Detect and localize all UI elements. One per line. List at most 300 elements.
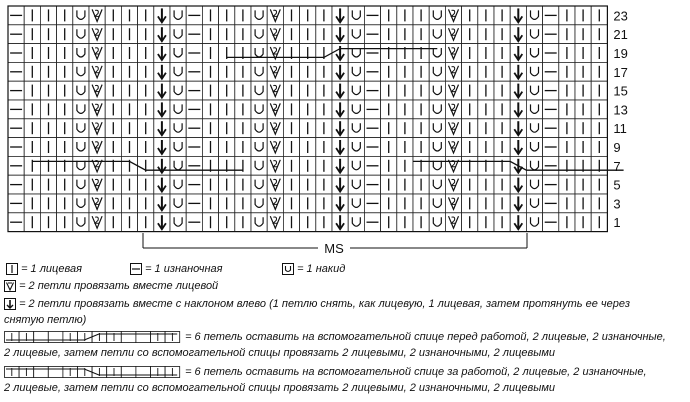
chart-cell-knit (219, 138, 235, 157)
chart-cell-knit (494, 138, 510, 157)
chart-cell-knit (283, 100, 299, 119)
chart-cell-knit (57, 25, 73, 44)
chart-cell-knit (316, 156, 332, 175)
chart-cell-knit (559, 213, 575, 232)
chart-cell-yarn-over (429, 175, 445, 194)
legend-k2tog-text: = 2 петли провязать вместе лицевой (19, 280, 219, 292)
chart-cell-ssk (154, 138, 170, 157)
chart-cell-knit (219, 213, 235, 232)
chart-cell-knit (138, 81, 154, 100)
chart-cell-knit (24, 156, 40, 175)
chart-cell-yarn-over (251, 100, 267, 119)
chart-cell-ssk (332, 81, 348, 100)
chart-cell-knit (121, 62, 137, 81)
chart-cell-knit (40, 138, 56, 157)
chart-cell-knit (24, 100, 40, 119)
chart-cell-knit (413, 44, 429, 63)
chart-cell-knit (24, 25, 40, 44)
chart-cell-knit (219, 81, 235, 100)
chart-cell-yarn-over (348, 100, 364, 119)
chart-cell-knit (300, 81, 316, 100)
chart-cell-knit (283, 119, 299, 138)
chart-cell-knit (57, 44, 73, 63)
chart-cell-knit (40, 194, 56, 213)
chart-cell-knit (105, 138, 121, 157)
chart-cell-knit (40, 44, 56, 63)
chart-cell-knit (40, 119, 56, 138)
chart-cell-yarn-over (348, 6, 364, 25)
chart-cell-knit (381, 138, 397, 157)
chart-cell-knit (494, 156, 510, 175)
chart-cell-knit (121, 25, 137, 44)
chart-cell-knit (575, 138, 591, 157)
chart-cell-knit (575, 100, 591, 119)
chart-cell-knit (300, 100, 316, 119)
chart-cell-knit (105, 156, 121, 175)
chart-cell-purl (8, 81, 24, 100)
chart-cell-knit (235, 138, 251, 157)
chart-cell-k2tog (89, 81, 105, 100)
chart-cell-knit (283, 44, 299, 63)
chart-cell-purl (8, 138, 24, 157)
chart-cell-k2tog (445, 25, 461, 44)
chart-cell-knit (478, 175, 494, 194)
chart-cell-knit (316, 194, 332, 213)
chart-cell-knit (219, 44, 235, 63)
legend-row-ssk-cont (4, 313, 86, 327)
chart-cell-yarn-over (348, 81, 364, 100)
chart-cell-knit (381, 6, 397, 25)
chart-cell-yarn-over (170, 81, 186, 100)
chart-cell-knit (381, 100, 397, 119)
chart-cell-knit (283, 6, 299, 25)
chart-cell-knit (494, 213, 510, 232)
chart-cell-knit (40, 175, 56, 194)
k2tog-icon (4, 280, 16, 292)
chart-cell-knit (40, 156, 56, 175)
chart-cell-purl (364, 6, 380, 25)
chart-cell-knit (559, 194, 575, 213)
chart-cell-ssk (510, 62, 526, 81)
chart-cell-ssk (332, 62, 348, 81)
chart-cell-knit (138, 138, 154, 157)
chart-cell-knit (105, 213, 121, 232)
chart-cell-knit (235, 81, 251, 100)
chart-cell-knit (283, 156, 299, 175)
repeat-bracket (143, 233, 527, 256)
chart-cell-ssk (154, 81, 170, 100)
chart-cell-purl (186, 25, 202, 44)
chart-cell-knit (121, 81, 137, 100)
chart-cell-knit (202, 100, 218, 119)
chart-cell-ssk (154, 62, 170, 81)
chart-cell-knit (202, 175, 218, 194)
legend-purl-text: = 1 изнаночная (145, 263, 223, 275)
chart-cell-yarn-over (73, 81, 89, 100)
row-number: 19 (613, 46, 628, 61)
chart-cell-purl (8, 119, 24, 138)
chart-cell-yarn-over (170, 194, 186, 213)
chart-cell-knit (381, 81, 397, 100)
chart-cell-yarn-over (170, 6, 186, 25)
chart-cell-knit (300, 6, 316, 25)
chart-cell-k2tog (267, 119, 283, 138)
chart-cell-yarn-over (251, 138, 267, 157)
chart-cell-knit (121, 100, 137, 119)
chart-cell-k2tog (89, 25, 105, 44)
chart-cell-yarn-over (73, 175, 89, 194)
chart-cell-ssk (510, 100, 526, 119)
chart-cell-knit (300, 175, 316, 194)
chart-cell-yarn-over (429, 81, 445, 100)
chart-cell-knit (413, 119, 429, 138)
legend-row-k2tog (4, 279, 218, 293)
chart-cell-purl (8, 156, 24, 175)
chart-cell-knit (478, 81, 494, 100)
chart-cell-yarn-over (429, 100, 445, 119)
chart-cell-yarn-over (170, 175, 186, 194)
chart-cell-purl (543, 156, 559, 175)
chart-cell-knit (478, 119, 494, 138)
purl-icon (130, 263, 142, 275)
chart-cell-knit (478, 100, 494, 119)
chart-cell-knit (57, 6, 73, 25)
chart-cell-k2tog (267, 194, 283, 213)
chart-cell-knit (235, 25, 251, 44)
chart-cell-knit (24, 6, 40, 25)
chart-cell-yarn-over (170, 119, 186, 138)
chart-cell-knit (559, 119, 575, 138)
chart-cell-k2tog (89, 138, 105, 157)
chart-cell-purl (364, 44, 380, 63)
chart-cell-knit (591, 25, 607, 44)
chart-cell-ssk (510, 138, 526, 157)
chart-cell-knit (219, 194, 235, 213)
chart-cell-knit (413, 194, 429, 213)
chart-cell-yarn-over (526, 119, 542, 138)
repeat-label: MS (324, 241, 344, 256)
chart-cell-yarn-over (73, 25, 89, 44)
chart-cell-knit (300, 138, 316, 157)
chart-cell-knit (413, 25, 429, 44)
chart-cell-knit (397, 44, 413, 63)
chart-cell-knit (40, 100, 56, 119)
chart-cell-knit (381, 175, 397, 194)
chart-cell-yarn-over (251, 213, 267, 232)
chart-cell-knit (121, 213, 137, 232)
chart-cell-knit (24, 213, 40, 232)
chart-cell-ssk (154, 25, 170, 44)
chart-cell-ssk (332, 6, 348, 25)
chart-cell-purl (8, 175, 24, 194)
chart-cell-knit (121, 156, 137, 175)
chart-cell-yarn-over (251, 25, 267, 44)
chart-cell-knit (591, 194, 607, 213)
chart-cell-knit (381, 62, 397, 81)
row-number: 1 (613, 215, 621, 231)
chart-cell-knit (494, 175, 510, 194)
chart-cell-yarn-over (170, 100, 186, 119)
legend-cable-front-text-2: 2 лицевые, затем петли со вспомогательной спицы провязать 2 лицевыми, 2 изнаночными, 2 лицевыми (4, 347, 556, 359)
chart-cell-knit (397, 213, 413, 232)
chart-cell-yarn-over (348, 138, 364, 157)
chart-cell-knit (591, 44, 607, 63)
chart-cell-knit (219, 6, 235, 25)
chart-cell-knit (413, 62, 429, 81)
chart-cell-knit (462, 119, 478, 138)
chart-cell-knit (138, 119, 154, 138)
chart-cell-knit (494, 25, 510, 44)
chart-cell-knit (283, 25, 299, 44)
chart-cell-ssk (332, 194, 348, 213)
chart-cell-knit (559, 100, 575, 119)
chart-cell-yarn-over (348, 25, 364, 44)
chart-cell-yarn-over (170, 213, 186, 232)
knit-icon (6, 263, 18, 275)
chart-cell-ssk (510, 175, 526, 194)
chart-cell-knit (559, 25, 575, 44)
chart-cell-knit (138, 156, 154, 175)
chart-cell-purl (543, 44, 559, 63)
chart-cell-purl (364, 194, 380, 213)
chart-cell-k2tog (267, 81, 283, 100)
chart-cell-knit (300, 156, 316, 175)
chart-cell-knit (300, 194, 316, 213)
row-number: 3 (613, 196, 621, 212)
chart-cell-knit (413, 100, 429, 119)
row-number: 15 (613, 83, 628, 99)
chart-cell-knit (40, 6, 56, 25)
chart-cell-knit (591, 213, 607, 232)
chart-cell-knit (575, 62, 591, 81)
chart-cell-purl (186, 100, 202, 119)
chart-cell-purl (186, 6, 202, 25)
chart-cell-k2tog (89, 213, 105, 232)
chart-cell-knit (462, 175, 478, 194)
legend-knit-text: = 1 лицевая (21, 263, 82, 275)
chart-cell-knit (138, 6, 154, 25)
chart-cell-knit (591, 156, 607, 175)
chart-cell-knit (381, 194, 397, 213)
chart-cell-yarn-over (526, 100, 542, 119)
chart-cell-yarn-over (73, 44, 89, 63)
chart-cell-knit (478, 194, 494, 213)
chart-cell-purl (186, 138, 202, 157)
chart-cell-purl (543, 100, 559, 119)
chart-cell-knit (235, 100, 251, 119)
chart-cell-k2tog (445, 175, 461, 194)
chart-cell-ssk (332, 156, 348, 175)
chart-cell-k2tog (267, 175, 283, 194)
chart-cell-k2tog (89, 194, 105, 213)
chart-cell-k2tog (445, 156, 461, 175)
row-number: 23 (613, 8, 628, 24)
chart-cell-yarn-over (348, 194, 364, 213)
chart-cell-knit (413, 81, 429, 100)
chart-cell-knit (397, 175, 413, 194)
chart-cell-knit (559, 44, 575, 63)
chart-cell-ssk (332, 213, 348, 232)
chart-cell-yarn-over (526, 25, 542, 44)
chart-cell-knit (559, 81, 575, 100)
chart-cell-knit (202, 6, 218, 25)
chart-cell-k2tog (89, 175, 105, 194)
chart-cell-purl (543, 81, 559, 100)
chart-cell-purl (543, 194, 559, 213)
chart-cell-k2tog (267, 6, 283, 25)
chart-cell-k2tog (445, 81, 461, 100)
chart-cell-yarn-over (526, 62, 542, 81)
chart-cell-knit (316, 25, 332, 44)
chart-cell-knit (381, 25, 397, 44)
chart-cell-k2tog (445, 100, 461, 119)
chart-cell-k2tog (267, 62, 283, 81)
chart-cell-purl (364, 175, 380, 194)
chart-cell-knit (413, 156, 429, 175)
chart-cell-knit (105, 175, 121, 194)
chart-cell-purl (364, 62, 380, 81)
chart-cell-k2tog (445, 119, 461, 138)
chart-cell-knit (413, 138, 429, 157)
chart-cell-knit (478, 156, 494, 175)
chart-cell-yarn-over (170, 25, 186, 44)
chart-cell-purl (8, 44, 24, 63)
chart-cell-k2tog (267, 100, 283, 119)
chart-cell-knit (300, 119, 316, 138)
chart-cell-knit (316, 138, 332, 157)
chart-cell-knit (494, 62, 510, 81)
chart-cell-knit (575, 44, 591, 63)
chart-cell-k2tog (89, 119, 105, 138)
chart-cell-knit (462, 44, 478, 63)
chart-cell-purl (543, 25, 559, 44)
legend-ssk-text-1: = 2 петли провязать вместе с наклоном влево (1 петлю снять, как лицевую, 1 лицевая, затем протянуть ее через (19, 298, 630, 310)
chart-cell-knit (478, 6, 494, 25)
chart-cell-knit (235, 156, 251, 175)
chart-cell-knit (559, 62, 575, 81)
chart-cell-ssk (332, 175, 348, 194)
chart-cell-ssk (332, 25, 348, 44)
chart-cell-k2tog (267, 156, 283, 175)
chart-cell-knit (235, 213, 251, 232)
chart-cell-knit (591, 138, 607, 157)
chart-cell-knit (57, 213, 73, 232)
chart-cell-k2tog (89, 6, 105, 25)
row-number: 7 (613, 158, 621, 174)
chart-cell-knit (591, 62, 607, 81)
chart-cell-yarn-over (348, 213, 364, 232)
chart-cell-knit (219, 119, 235, 138)
row-number: 5 (613, 177, 621, 193)
chart-cell-knit (219, 175, 235, 194)
chart-cell-ssk (332, 44, 348, 63)
chart-cell-knit (138, 25, 154, 44)
chart-cell-knit (202, 25, 218, 44)
chart-cell-knit (397, 138, 413, 157)
legend-cable-back-text-1: = 6 петель оставить на вспомогательной спице за работой, 2 лицевые, 2 изнаночные, (185, 366, 647, 378)
chart-cell-yarn-over (429, 194, 445, 213)
chart-cell-knit (121, 6, 137, 25)
chart-cell-knit (494, 44, 510, 63)
chart-cell-knit (138, 213, 154, 232)
chart-cell-ssk (332, 100, 348, 119)
chart-cell-knit (559, 175, 575, 194)
row-number: 21 (613, 27, 628, 43)
chart-cell-yarn-over (526, 213, 542, 232)
chart-cell-knit (121, 119, 137, 138)
chart-cell-knit (235, 44, 251, 63)
chart-cell-purl (543, 62, 559, 81)
chart-cell-knit (202, 194, 218, 213)
chart-cell-knit (575, 119, 591, 138)
chart-cell-knit (397, 194, 413, 213)
chart-cell-ssk (510, 119, 526, 138)
chart-cell-yarn-over (251, 62, 267, 81)
chart-cell-knit (24, 81, 40, 100)
chart-cell-knit (381, 156, 397, 175)
chart-cell-knit (219, 25, 235, 44)
chart-cell-knit (316, 175, 332, 194)
chart-cell-yarn-over (170, 44, 186, 63)
legend-ssk-text-2: снятую петлю) (4, 314, 87, 326)
chart-cell-ssk (510, 213, 526, 232)
chart-cell-yarn-over (429, 213, 445, 232)
chart-cell-knit (397, 119, 413, 138)
chart-cell-knit (478, 138, 494, 157)
chart-cell-knit (381, 213, 397, 232)
chart-cell-yarn-over (526, 156, 542, 175)
chart-cell-purl (186, 119, 202, 138)
chart-cell-purl (186, 81, 202, 100)
ssk-icon (4, 298, 16, 310)
chart-cell-knit (235, 194, 251, 213)
chart-cell-knit (316, 100, 332, 119)
chart-cell-knit (283, 194, 299, 213)
chart-cell-knit (219, 100, 235, 119)
cable-front-icon (4, 331, 182, 343)
chart-cell-ssk (510, 44, 526, 63)
chart-cell-knit (300, 44, 316, 63)
chart-cell-yarn-over (429, 44, 445, 63)
chart-cell-knit (494, 6, 510, 25)
chart-cell-ssk (332, 119, 348, 138)
chart-cell-knit (202, 119, 218, 138)
chart-cell-k2tog (445, 138, 461, 157)
chart-cell-knit (105, 119, 121, 138)
chart-cell-k2tog (445, 44, 461, 63)
chart-cell-yarn-over (429, 156, 445, 175)
chart-cell-knit (300, 25, 316, 44)
chart-cell-knit (462, 25, 478, 44)
chart-cell-yarn-over (429, 138, 445, 157)
chart-cell-knit (462, 6, 478, 25)
chart-cell-k2tog (445, 6, 461, 25)
chart-cell-yarn-over (73, 6, 89, 25)
legend-row-cable-back (4, 365, 647, 379)
chart-cell-yarn-over (348, 156, 364, 175)
yarn-over-icon (282, 263, 294, 275)
chart-cell-ssk (154, 156, 170, 175)
chart-cell-knit (24, 62, 40, 81)
chart-cell-knit (235, 62, 251, 81)
chart-cell-purl (186, 213, 202, 232)
chart-cell-yarn-over (251, 6, 267, 25)
chart-cell-knit (397, 100, 413, 119)
chart-cell-yarn-over (526, 194, 542, 213)
chart-cell-knit (202, 44, 218, 63)
chart-cell-purl (364, 213, 380, 232)
chart-cell-knit (24, 194, 40, 213)
